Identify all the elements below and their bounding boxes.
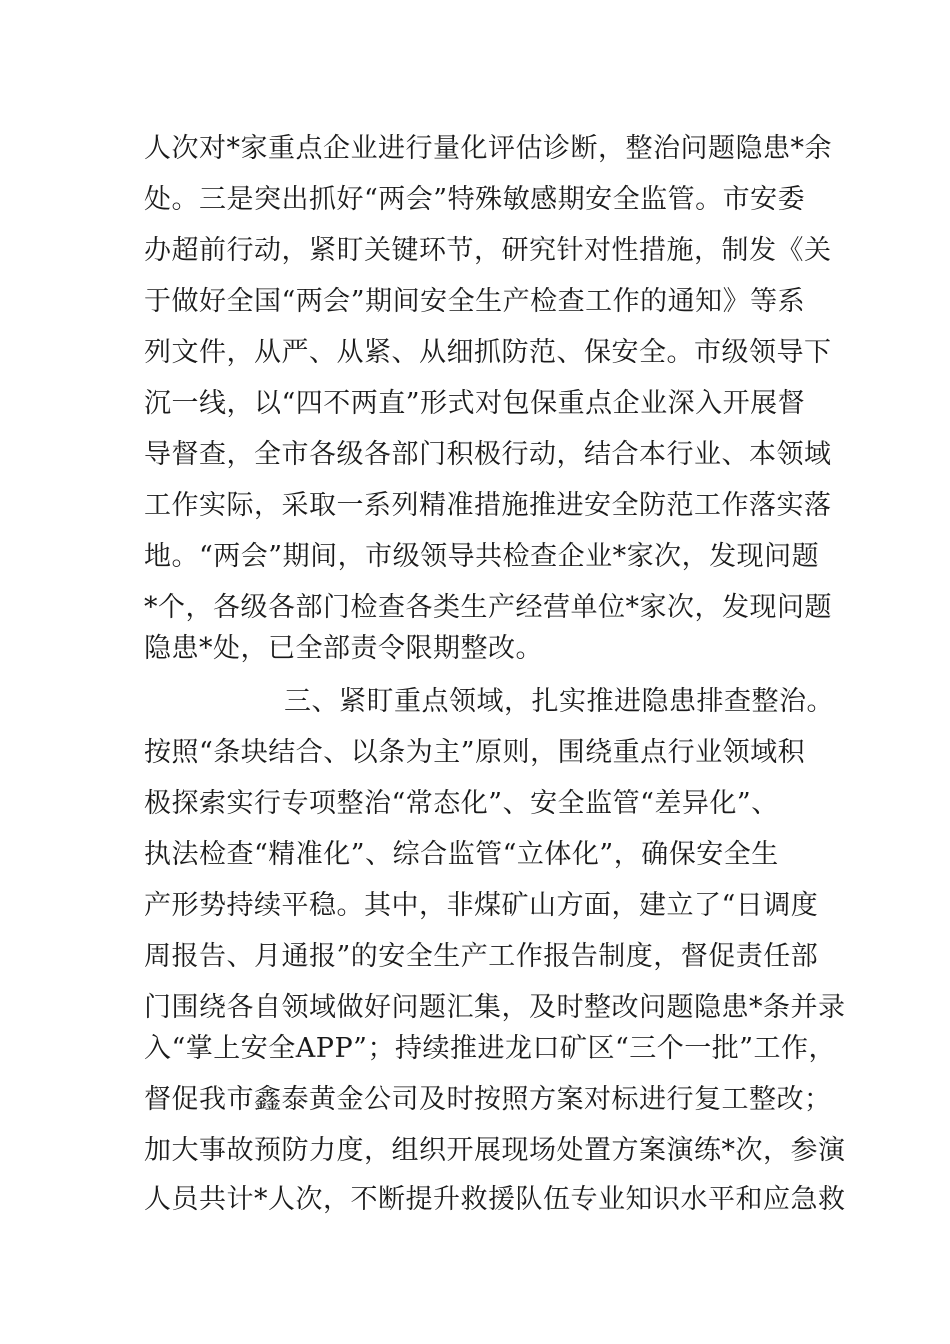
text-line: 导督查，全市各级各部门积极行动，结合本行业、本领域 [144, 439, 832, 470]
text-line: 列文件，从严、从紧、从细抓防范、保安全。市级领导下 [144, 337, 832, 368]
text-line: 工作实际，采取一系列精准措施推进安全防范工作落实落 [144, 490, 832, 521]
text-line: 加大事故预防力度，组织开展现场处置方案演练*次，参演 [144, 1135, 846, 1166]
text-line: 门围绕各自领域做好问题汇集，及时整改问题隐患*条并录 [144, 992, 846, 1023]
text-line: 督促我市鑫泰黄金公司及时按照方案对标进行复工整改； [144, 1084, 832, 1115]
text-line: 人次对*家重点企业进行量化评估诊断，整治问题隐患*余 [144, 133, 832, 164]
text-line: 于做好全国“两会”期间安全生产检查工作的通知》等系 [144, 286, 806, 317]
text-line: 沉一线，以“四不两直”形式对包保重点企业深入开展督 [144, 388, 806, 419]
text-line: 按照“条块结合、以条为主”原则，围绕重点行业领域积 [144, 737, 806, 768]
text-line: 隐患*处，已全部责令限期整改。 [144, 633, 543, 664]
text-line: *个，各级各部门检查各类生产经营单位*家次，发现问题 [144, 592, 832, 623]
text-line: 处。三是突出抓好“两会”特殊敏感期安全监管。市安委 [144, 184, 806, 215]
text-line: 入“掌上安全APP”；持续推进龙口矿区“三个一批”工作， [144, 1033, 837, 1064]
text-line: 极探索实行专项整治“常态化”、安全监管“差异化”、 [144, 788, 779, 819]
text-line: 人员共计*人次，不断提升救援队伍专业知识水平和应急救 [144, 1184, 846, 1215]
text-line: 办超前行动，紧盯关键环节，研究针对性措施，制发《关 [144, 235, 832, 266]
text-line: 产形势持续平稳。其中，非煤矿山方面，建立了“日调度 [144, 890, 819, 921]
text-line: 执法检查“精准化”、综合监管“立体化”，确保安全生 [144, 839, 779, 870]
text-line: 地。“两会”期间，市级领导共检查企业*家次，发现问题 [144, 541, 820, 572]
text-line: 周报告、月通报”的安全生产工作报告制度，督促责任部 [144, 941, 819, 972]
section-heading: 三、紧盯重点领域，扎实推进隐患排查整治。 [284, 686, 834, 717]
